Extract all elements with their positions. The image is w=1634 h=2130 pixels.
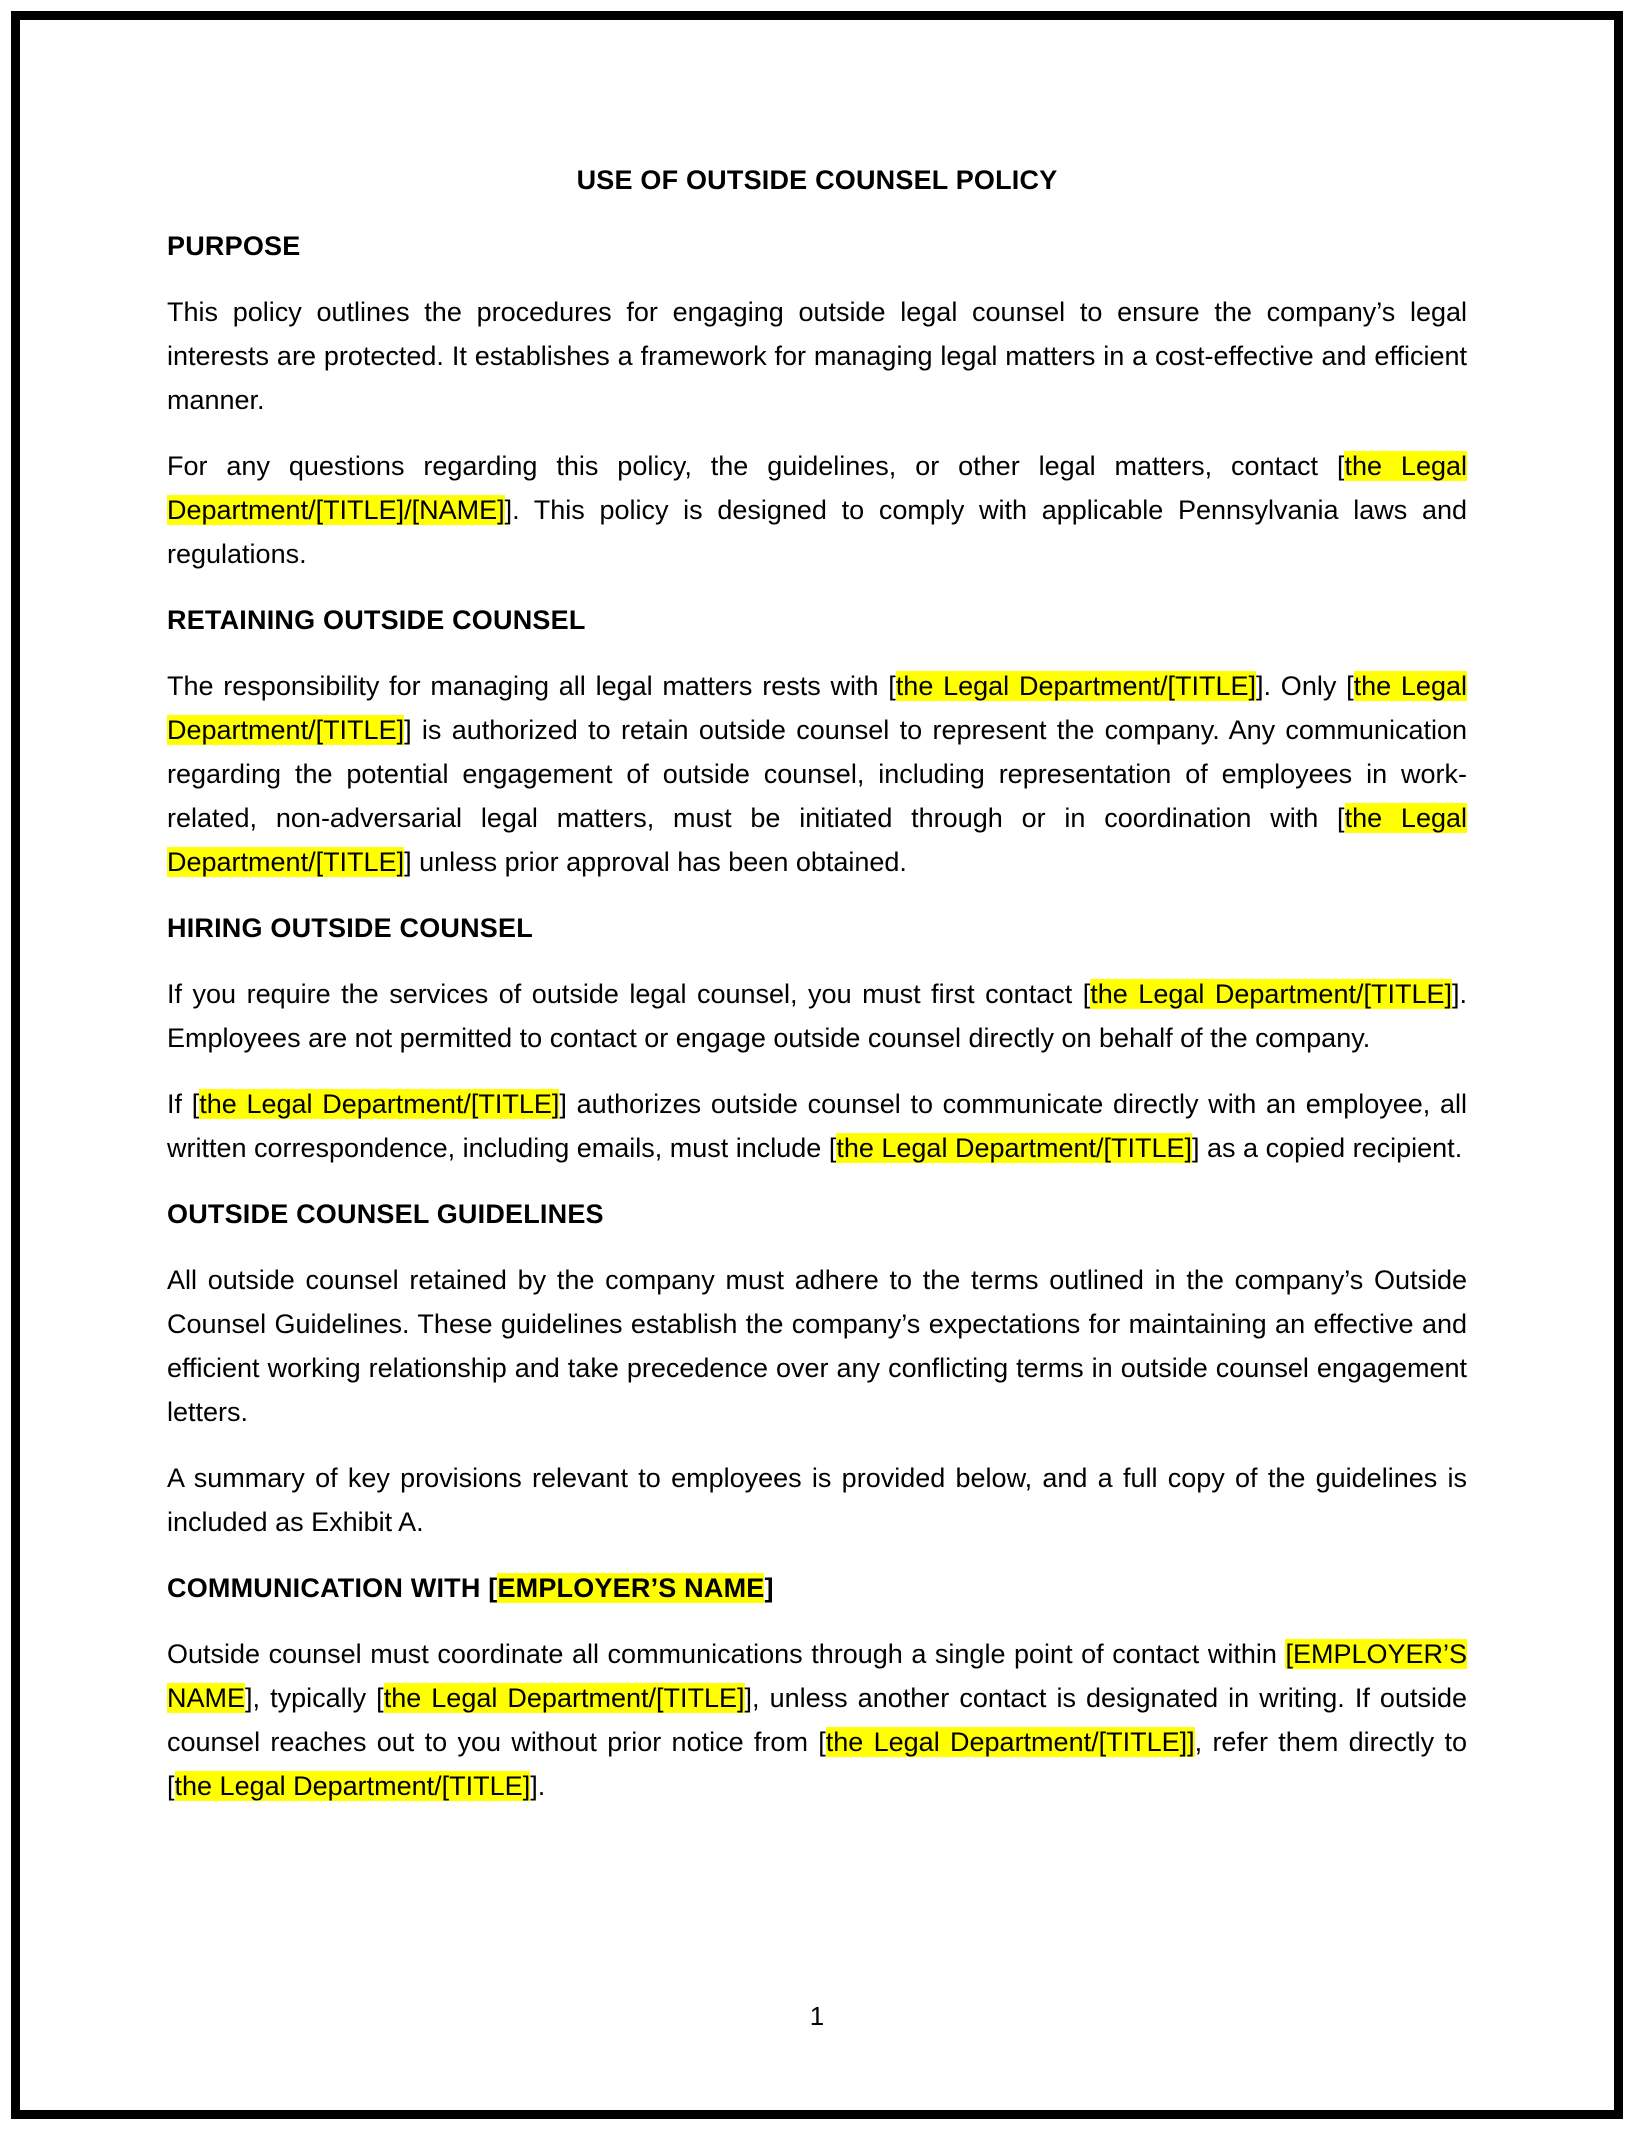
text-segment: ], unless another contact is designated in writing. If outside counsel reaches out to you without prior notice from [ [167, 1683, 1467, 1757]
section-hiring-outside-counsel [167, 906, 1467, 1170]
paragraph [167, 1632, 1467, 1808]
text-segment: ]. This policy is designed to comply with applicable Pennsylvania laws and regulations. [167, 495, 1467, 569]
paragraph [167, 972, 1467, 1060]
section-heading-purpose [167, 224, 1467, 268]
text-segment: PURPOSE [167, 231, 301, 261]
text-segment: A summary of key provisions relevant to employees is provided below, and a full copy of the guidelines is included as Exhibit A. [167, 1463, 1467, 1537]
text-segment: For any questions regarding this policy, the guidelines, or other legal matters, contact [ [167, 451, 1345, 481]
section-heading-retaining-outside-counsel [167, 598, 1467, 642]
section-purpose [167, 224, 1467, 576]
text-segment: ]. Employees are not permitted to contact or engage outside counsel directly on behalf of the company. [167, 979, 1467, 1053]
paragraph [167, 290, 1467, 422]
text-segment: ] is authorized to retain outside counsel to represent the company. Any communication regarding the potential engagement of outside counsel, including representation of employees in work-related, non-adversarial legal matters, must be initiated through or in coordination with [ [167, 715, 1467, 833]
paragraph [167, 444, 1467, 576]
paragraph [167, 1082, 1467, 1170]
paragraph [167, 1456, 1467, 1544]
text-segment: If [ [167, 1089, 200, 1119]
text-segment: OUTSIDE COUNSEL GUIDELINES [167, 1199, 604, 1229]
page-number: 1 [809, 2001, 825, 2031]
text-segment: ]. Only [ [1256, 671, 1354, 701]
highlighted-placeholder: the Legal Department/[TITLE] [167, 803, 1467, 877]
text-segment: ] as a copied recipient. [1192, 1133, 1463, 1163]
text-segment: , refer them directly to [ [167, 1727, 1468, 1801]
text-segment: HIRING OUTSIDE COUNSEL [167, 913, 533, 943]
section-heading-outside-counsel-guidelines [167, 1192, 1467, 1236]
highlighted-placeholder: the Legal Department/[TITLE] [199, 1089, 560, 1119]
highlighted-placeholder: the Legal Department/[TITLE] [167, 671, 1467, 745]
highlighted-placeholder: the Legal Department/[TITLE] [174, 1771, 531, 1801]
text-segment: ], typically [ [245, 1683, 384, 1713]
section-heading-communication-with-employer [167, 1566, 1467, 1610]
text-segment: This policy outlines the procedures for engaging outside legal counsel to ensure the company’s legal interests are protected. It establishes a framework for managing legal matters in a cost-effective and efficient manner. [167, 297, 1467, 415]
text-segment: ] unless prior approval has been obtained. [404, 847, 907, 877]
text-segment: COMMUNICATION WITH [ [167, 1573, 498, 1603]
paragraph [167, 664, 1467, 884]
highlighted-placeholder: the Legal Department/[TITLE] [383, 1683, 745, 1713]
highlighted-placeholder: the Legal Department/[TITLE] [895, 671, 1257, 701]
section-retaining-outside-counsel [167, 598, 1467, 884]
text-segment: The responsibility for managing all legal matters rests with [ [167, 671, 896, 701]
text-segment: Outside counsel must coordinate all communications through a single point of contact within [167, 1639, 1286, 1669]
highlighted-placeholder: EMPLOYER’S NAME [497, 1573, 765, 1603]
section-communication-with-employer [167, 1566, 1467, 1808]
highlighted-placeholder: the Legal Department/[TITLE]] [825, 1727, 1195, 1757]
document-content [167, 0, 1467, 1830]
highlighted-placeholder: the Legal Department/[TITLE]/[NAME] [167, 451, 1468, 525]
text-segment: ]. [530, 1771, 546, 1801]
text-segment: If you require the services of outside legal counsel, you must first contact [ [167, 979, 1091, 1009]
text-segment: RETAINING OUTSIDE COUNSEL [167, 605, 586, 635]
document-title: USE OF OUTSIDE COUNSEL POLICY [576, 165, 1058, 195]
paragraph [167, 1258, 1467, 1434]
text-segment: ] authorizes outside counsel to communicate directly with an employee, all written correspondence, including emails, must include [ [167, 1089, 1467, 1163]
highlighted-placeholder: [EMPLOYER’S NAME [167, 1639, 1467, 1713]
highlighted-placeholder: the Legal Department/[TITLE] [1090, 979, 1452, 1009]
highlighted-placeholder: the Legal Department/[TITLE] [836, 1133, 1193, 1163]
text-segment: ] [764, 1573, 774, 1603]
section-heading-hiring-outside-counsel [167, 906, 1467, 950]
text-segment: All outside counsel retained by the company must adhere to the terms outlined in the company’s Outside Counsel Guidelines. These guidelines establish the company’s expectations for maintaining an effective and efficient working relationship and take precedence over any conflicting terms in outside counsel engagement letters. [167, 1265, 1467, 1427]
section-outside-counsel-guidelines [167, 1192, 1467, 1544]
